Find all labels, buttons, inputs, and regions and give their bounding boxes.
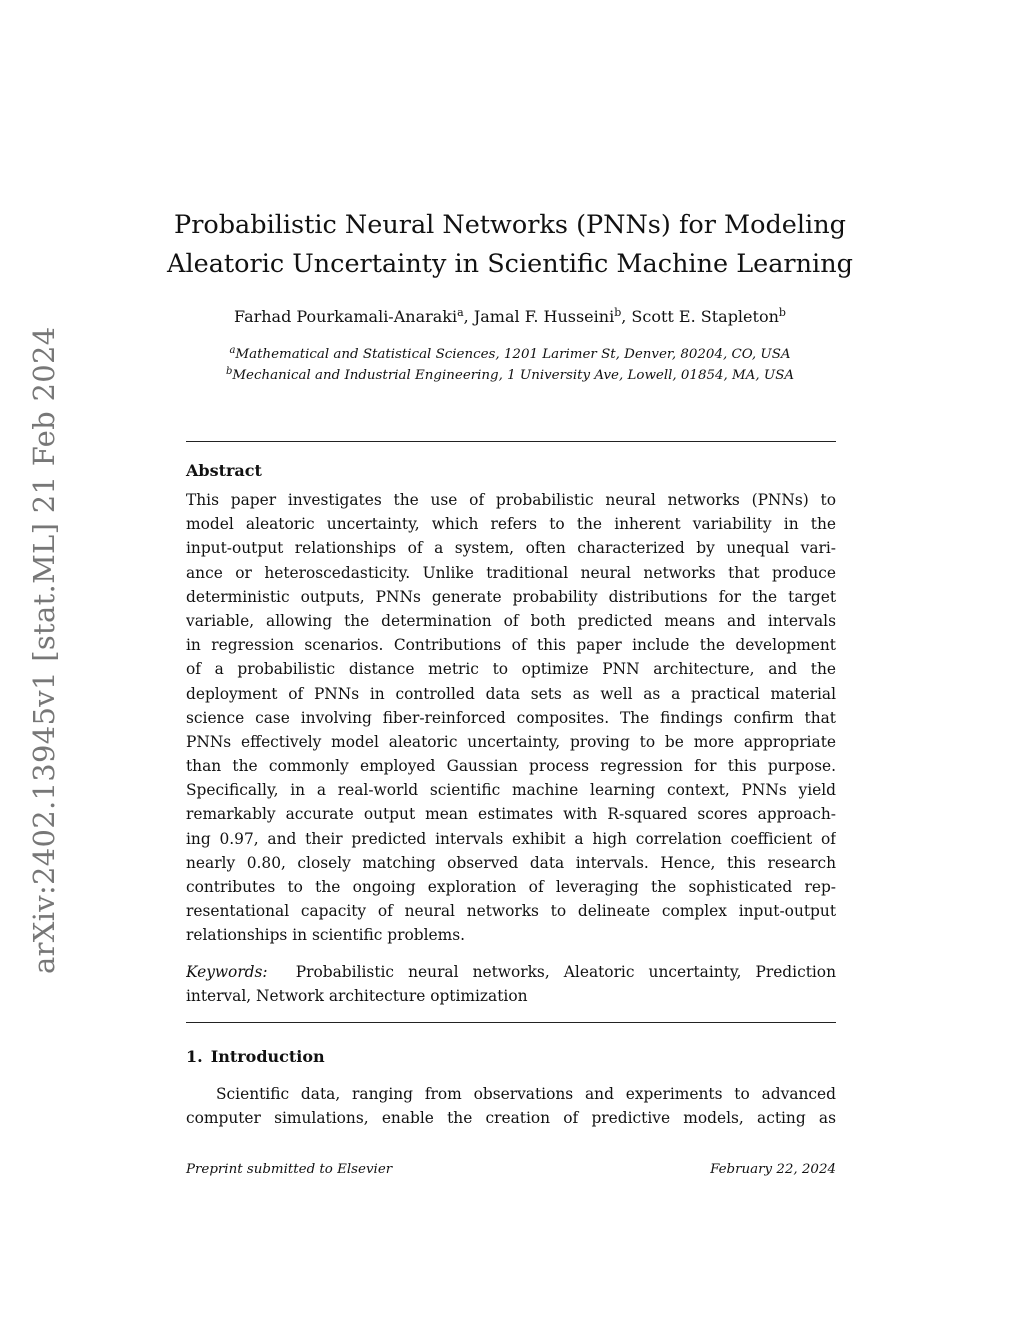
abstract-line: contributes to the ongoing exploration of leveraging the sophisticated rep- [186,878,836,896]
abstract-line: Specifically, in a real-world scientific machine learning context, PNNs yield [186,781,836,800]
keywords-line: interval, Network architecture optimization [186,987,528,1006]
paper-title-line-1: Probabilistic Neural Networks (PNNs) for Modeling [174,210,846,240]
abstract-line: relationships in scientific problems. [186,926,466,945]
affiliation-line [150,365,870,386]
affiliation-mark: b [225,366,233,377]
abstract-line: than the commonly employed Gaussian process regression for this purpose. [186,757,836,776]
affiliation-text: Mathematical and Statistical Sciences, 1201 Larimer St, Denver, 80204, CO, USA [235,347,791,362]
author-name: Farhad Pourkamali-Anaraki [234,307,458,326]
abstract-line: ing 0.97, and their predicted intervals exhibit a high correlation coefficient of [186,829,836,848]
abstract-top-rule [186,441,836,442]
section-heading-introduction [186,1046,325,1068]
abstract-heading: Abstract [186,461,262,480]
abstract-body [186,488,836,948]
introduction-line: Scientific data, ranging from observations and experiments to advanced [216,1085,836,1103]
abstract-line: nearly 0.80, closely matching observed data intervals. Hence, this research [186,853,836,872]
section-number: 1. [186,1047,203,1066]
abstract-bottom-rule [186,1022,836,1023]
author-list: Farhad Pourkamali-Anaraki$^a$, Jamal F. Husseini$^b$, Scott E. Stapleton$^b$ [234,306,786,326]
footer-date: February 22, 2024 [710,1162,836,1177]
abstract-line: science case involving fiber-reinforced composites. The findings confirm that [186,708,836,727]
abstract-line: input-output relationships of a system, often characterized by unequal vari- [186,539,836,558]
abstract-line: deployment of PNNs in controlled data sets as well as a practical material [186,684,836,703]
abstract-line: in regression scenarios. Contributions of this paper include the development [186,636,836,655]
keywords-block [186,960,836,1008]
arxiv-identifier-text: arXiv:2402.13945v1 [stat.ML] 21 Feb 2024 [27,326,61,974]
abstract-line: variable, allowing the determination of both predicted means and intervals [186,611,836,630]
affiliation-text: Mechanical and Industrial Engineering, 1 University Ave, Lowell, 01854, MA, USA [232,368,795,383]
abstract-line: resentational capacity of neural networks to delineate complex input-output [186,902,836,921]
author-name: Jamal F. Husseini [473,307,615,326]
abstract-line: deterministic outputs, PNNs generate probability distributions for the target [186,587,836,606]
abstract-line: This paper investigates the use of probabilistic neural networks (PNNs) to [186,491,836,509]
author-affiliation-mark: b [614,306,622,319]
abstract-line: remarkably accurate output mean estimates with R-squared scores approach- [186,805,836,824]
keywords-label: Keywords: [186,963,268,981]
author-affiliation-mark: a [457,306,464,319]
paper-title-line-2: Aleatoric Uncertainty in Scientific Machine Learning [167,249,853,279]
keywords-line [186,960,836,984]
introduction-body [186,1082,836,1130]
author-affiliation-mark: b [778,306,786,319]
paper-title [150,206,870,284]
affiliation-line [150,344,870,365]
abstract-line: PNNs effectively model aleatoric uncertainty, proving to be more appropriate [186,732,836,751]
author-name: Scott E. Stapleton [631,307,779,326]
introduction-line: computer simulations, enable the creation of predictive models, acting as [186,1109,836,1128]
abstract-line: ance or heteroscedasticity. Unlike traditional neural networks that produce [186,563,836,582]
abstract-line: of a probabilistic distance metric to optimize PNN architecture, and the [186,660,836,679]
affiliation-list [150,344,870,386]
footer-preprint-note: Preprint submitted to Elsevier [186,1162,393,1177]
keywords-text: Probabilistic neural networks, Aleatoric uncertainty, Prediction [295,963,836,981]
affiliation-mark: a [229,345,236,356]
abstract-line: model aleatoric uncertainty, which refers to the inherent variability in the [186,515,836,534]
section-title: Introduction [210,1047,325,1066]
